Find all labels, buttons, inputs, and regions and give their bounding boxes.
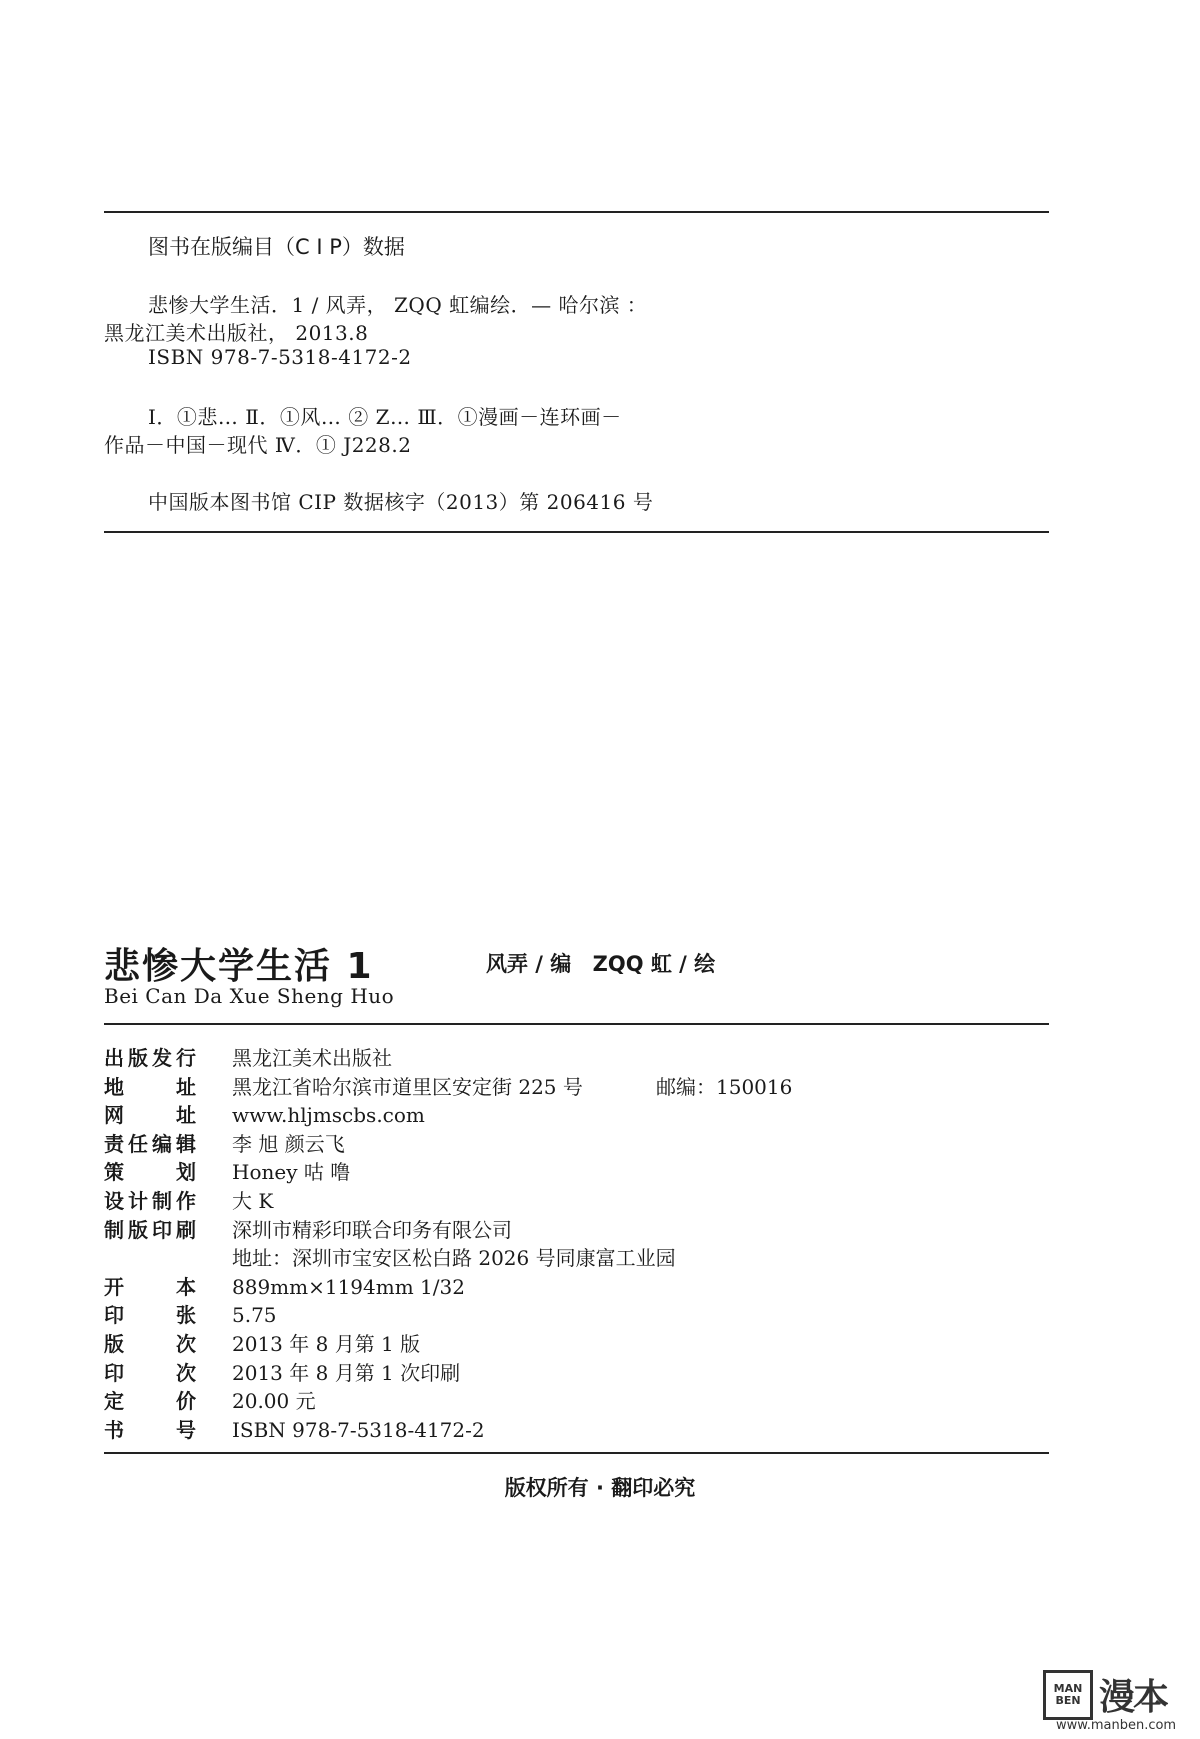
info-value: 黑龙江省哈尔滨市道里区安定街 225 号	[232, 1074, 583, 1099]
book-illustrator: ZQQ 虹 / 绘	[592, 952, 716, 976]
cip-entry-line-1: 悲惨大学生活．1 / 风弄， ZQQ 虹编绘．— 哈尔滨 ：	[148, 293, 648, 317]
info-label: 定价	[104, 1389, 196, 1414]
title-rule	[104, 1023, 1049, 1025]
book-title: 悲惨大学生活 1	[104, 946, 374, 987]
info-label: 策划	[104, 1160, 196, 1185]
info-value: 李 旭 颜云飞	[232, 1131, 345, 1156]
info-value: 地址：深圳市宝安区松白路 2026 号同康富工业园	[232, 1246, 676, 1271]
info-value: 889mm×1194mm 1/32	[232, 1274, 465, 1299]
info-label: 书号	[104, 1417, 196, 1442]
cip-verification: 中国版本图书馆 CIP 数据核字（2013）第 206416 号	[148, 490, 654, 514]
info-label: 印张	[104, 1303, 196, 1328]
info-label: 出版发行	[104, 1046, 196, 1070]
cip-isbn: ISBN 978-7-5318-4172-2	[148, 345, 412, 369]
book-title-pinyin: Bei Can Da Xue Sheng Huo	[104, 984, 395, 1008]
watermark-box-icon	[1043, 1670, 1093, 1720]
info-value: 黑龙江美术出版社	[232, 1046, 392, 1070]
info-value: 深圳市精彩印联合印务有限公司	[232, 1217, 512, 1242]
info-label: 开本	[104, 1274, 196, 1299]
info-label: 地址	[104, 1074, 196, 1099]
watermark-box-line-2: BEN	[1055, 1693, 1081, 1707]
top-rule	[104, 211, 1049, 213]
copyright-notice: 版权所有 · 翻印必究	[504, 1476, 696, 1500]
info-bottom-rule	[104, 1452, 1049, 1454]
watermark-text: 漫本	[1099, 1677, 1168, 1718]
info-value: 5.75	[232, 1303, 277, 1328]
info-label: 印次	[104, 1360, 196, 1385]
cip-bottom-rule	[104, 531, 1049, 533]
cip-heading: 图书在版编目（C I P）数据	[148, 235, 405, 259]
postal-code: 邮编：150016	[656, 1074, 793, 1099]
info-value: Honey 咕 噜	[232, 1160, 351, 1185]
info-value: 2013 年 8 月第 1 版	[232, 1331, 421, 1356]
info-label: 制版印刷	[104, 1217, 196, 1242]
watermark-url: www.manben.com	[1056, 1718, 1177, 1733]
cip-classification-line-2: 作品－中国－现代 Ⅳ．① J228.2	[104, 433, 412, 457]
watermark-logo	[1043, 1669, 1167, 1720]
info-value: 20.00 元	[232, 1389, 316, 1414]
info-label: 设计制作	[104, 1188, 196, 1213]
book-credits	[486, 948, 729, 978]
info-value: 大 K	[232, 1188, 274, 1213]
info-value: 2013 年 8 月第 1 次印刷	[232, 1360, 461, 1385]
watermark-box-line-1: MAN	[1053, 1681, 1083, 1695]
info-label: 版次	[104, 1331, 196, 1356]
info-value: ISBN 978-7-5318-4172-2	[232, 1417, 485, 1442]
info-value-website: www.hljmscbs.com	[232, 1103, 425, 1128]
info-label: 网址	[104, 1103, 196, 1128]
book-editor: 风弄 / 编	[486, 952, 572, 976]
cip-classification-line-1: Ⅰ．①悲… Ⅱ．①风… ② Z… Ⅲ．①漫画－连环画－	[148, 405, 622, 429]
info-label: 责任编辑	[104, 1131, 196, 1156]
cip-entry-line-2: 黑龙江美术出版社， 2013.8	[104, 321, 369, 345]
